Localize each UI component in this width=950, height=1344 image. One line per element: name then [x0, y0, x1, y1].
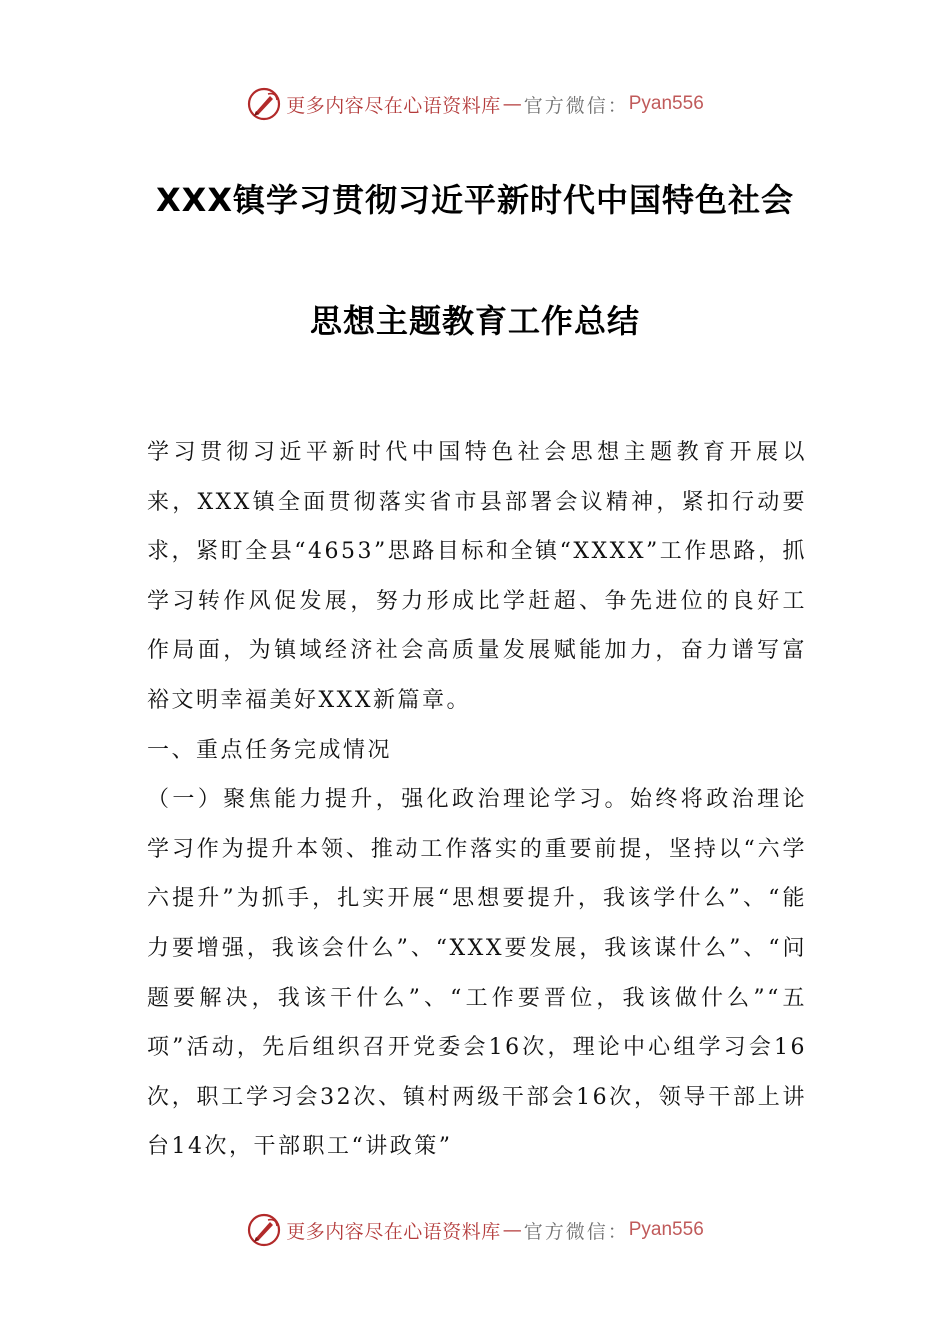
pen-logo-icon: [246, 86, 282, 122]
document-title-line-2: 思想主题教育工作总结: [309, 302, 640, 340]
document-title-line-1: XXX镇学习贯彻习近平新时代中国特色社会: [155, 181, 795, 219]
watermark-footer: [0, 1210, 950, 1250]
pen-logo-icon: [246, 1212, 282, 1248]
watermark-separator: —: [502, 1219, 522, 1241]
paragraph-1: （一）聚焦能力提升，强化政治理论学习。始终将政治理论学习作为提升本领、推动工作落实的重要前提，坚持以“六学六提升”为抓手，扎实开展“思想要提升，我该学什么”、“能力要增强，我该会什么”、“XXX要发展，我该谋什么”、“问题要解决，我该干什么”、“工作要晋位，我该做什么”“五项”活动，先后组织召开党委会16次，理论中心组学习会16次，职工学习会32次、镇村两级干部会16次，领导干部上讲台14次，干部职工“讲政策”: [147, 787, 807, 1160]
intro-paragraph: 学习贯彻习近平新时代中国特色社会思想主题教育开展以来，XXX镇全面贯彻落实省市县部署会议精神，紧扣行动要求，紧盯全县“4653”思路目标和全镇“XXXX”工作思路，抓学习转作风促发展，努力形成比学赶超、争先进位的良好工作局面，为镇域经济社会高质量发展赋能加力，奋力谱写富裕文明幸福美好XXX新篇章。: [147, 440, 807, 713]
watermark-text: 更多内容尽在心语资料库: [286, 1220, 501, 1243]
watermark-text: 更多内容尽在心语资料库: [286, 94, 501, 117]
watermark-separator: —: [502, 93, 522, 115]
section-heading: 一、重点任务完成情况: [147, 737, 393, 763]
watermark-label: 官方微信：: [523, 1220, 629, 1243]
watermark-header: [0, 84, 950, 124]
watermark-wechat-id: Pyan556: [628, 1219, 704, 1240]
watermark-label: 官方微信：: [523, 94, 629, 117]
watermark-wechat-id: Pyan556: [628, 93, 704, 114]
document-body: [147, 428, 807, 1172]
